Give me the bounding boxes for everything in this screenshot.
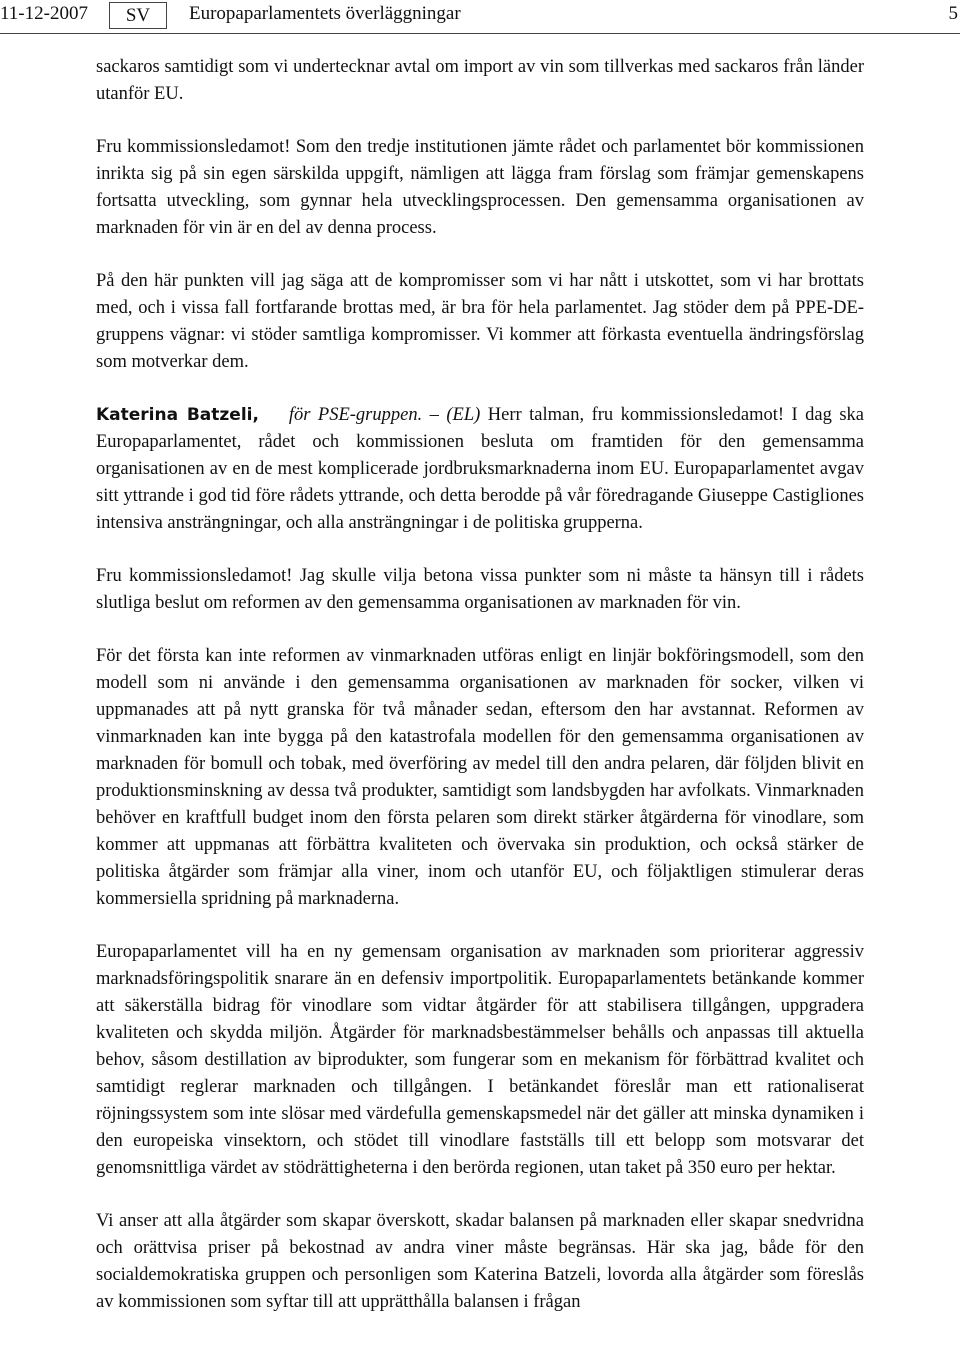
- speech-text: Herr talman, fru kommissionsledamot! I dag ska Europaparlamentet, rådet och kommissionen besluta om framtiden för den gemensamma organisationen av en de mest komplicerade jordbruksmarknaderna inom EU. Europaparlamentet avgav sitt yttrande i god tid före rådets yttrande, och detta berodde på vår föredragande Giuseppe Castigliones intensiva ansträngningar, och alla ansträngningar i de politiska grupperna.: [96, 405, 864, 533]
- page-header: [0, 0, 960, 34]
- paragraph: sackaros samtidigt som vi undertecknar avtal om import av vin som tillverkas med sackaros från länder utanför EU.: [96, 57, 864, 104]
- paragraph: På den här punkten vill jag säga att de kompromisser som vi har nått i utskottet, som vi har brottats med, och i vissa fall fortfarande brottas med, är bra för hela parlamentet. Jag stöder dem på PPE-DE-gruppens vägnar: vi stöder samtliga kompromisser. Vi kommer att förkasta eventuella ändringsförslag som motverkar dem.: [96, 271, 864, 372]
- language-badge: SV: [109, 2, 167, 29]
- speaker-paragraph: [96, 402, 864, 537]
- paragraph: Fru kommissionsledamot! Jag skulle vilja betona vissa punkter som ni måste ta hänsyn till i rådets slutliga beslut om reformen av den gemensamma organisationen av marknaden för vin.: [96, 566, 864, 613]
- paragraph: Fru kommissionsledamot! Som den tredje institutionen jämte rådet och parlamentet bör kommissionen inrikta sig på sin egen särskilda uppgift, nämligen att lägga fram förslag som främjar gemenskapens fortsatta utveckling, som gynnar hela utvecklingsprocessen. Den gemensamma organisationen av marknaden för vin är en del av denna process.: [96, 137, 864, 238]
- paragraph: Vi anser att alla åtgärder som skapar överskott, skadar balansen på marknaden eller skapar snedvridna och orättvisa priser på bekostnad av andra viner måste begränsas. Här ska jag, både för den socialdemokratiska gruppen och personligen som Katerina Batzeli, lovorda alla åtgärder som föreslås av kommissionen som syftar till att upprätthålla balansen i frågan: [96, 1211, 864, 1312]
- page-number: 5: [948, 3, 958, 24]
- speaker-role: för PSE-gruppen. – (EL): [288, 405, 481, 425]
- speaker-name: Katerina Batzeli,: [96, 405, 259, 425]
- document-body: [96, 54, 864, 1342]
- paragraph: För det första kan inte reformen av vinmarknaden utföras enligt en linjär bokföringsmodell, som den modell som ni använde i den gemensamma organisationen av marknaden för socker, vilken vi uppmanades att på nytt granska för två månader sedan, eftersom den har avstannat. Reformen av vinmarknaden kan inte bygga på den katastrofala modellen för den gemensamma organisationen av marknaden för bomull och tobak, med överföring av medel till den andra pelaren, där följden blivit en produktionsminskning av dessa två produkter, samtidigt som landsbygden har avfolkats. Vinmarknaden behöver en kraftfull budget inom den första pelaren som direkt stärker åtgärderna för vinodlare, som kommer att uppmanas att förbättra kvaliteten och övervaka sin produktion, och också stärker de politiska åtgärder som främjar alla viner, inom och utanför EU, och följaktligen stimulerar deras kommersiella spridning på marknaderna.: [96, 646, 864, 909]
- header-title: Europaparlamentets överläggningar: [189, 3, 461, 24]
- paragraph: Europaparlamentet vill ha en ny gemensam organisation av marknaden som prioriterar aggressiv marknadsföringspolitik snarare än en defensiv importpolitik. Europaparlamentets betänkande kommer att säkerställa bidrag för vinodlare som vidtar åtgärder för att stabilisera tillgången, uppgradera kvaliteten och skydda miljön. Åtgärder för marknadsbestämmelser behålls och anpassas till aktuella behov, såsom destillation av biprodukter, som fungerar som en mekanism för förbättrad kvalitet och samtidigt reglerar marknaden och tillgången. I betänkandet föreslår man ett rationaliserat röjningssystem som inte slösar med värdefulla gemenskapsmedel när det gäller att minska dynamiken i den europeiska vinsektorn, och stödet till vinodlare fastställs till ett belopp som motsvarar det genomsnittliga värdet av stödrättigheterna i den berörda regionen, utan taket på 350 euro per hektar.: [96, 942, 864, 1178]
- header-date: 11-12-2007: [0, 3, 88, 24]
